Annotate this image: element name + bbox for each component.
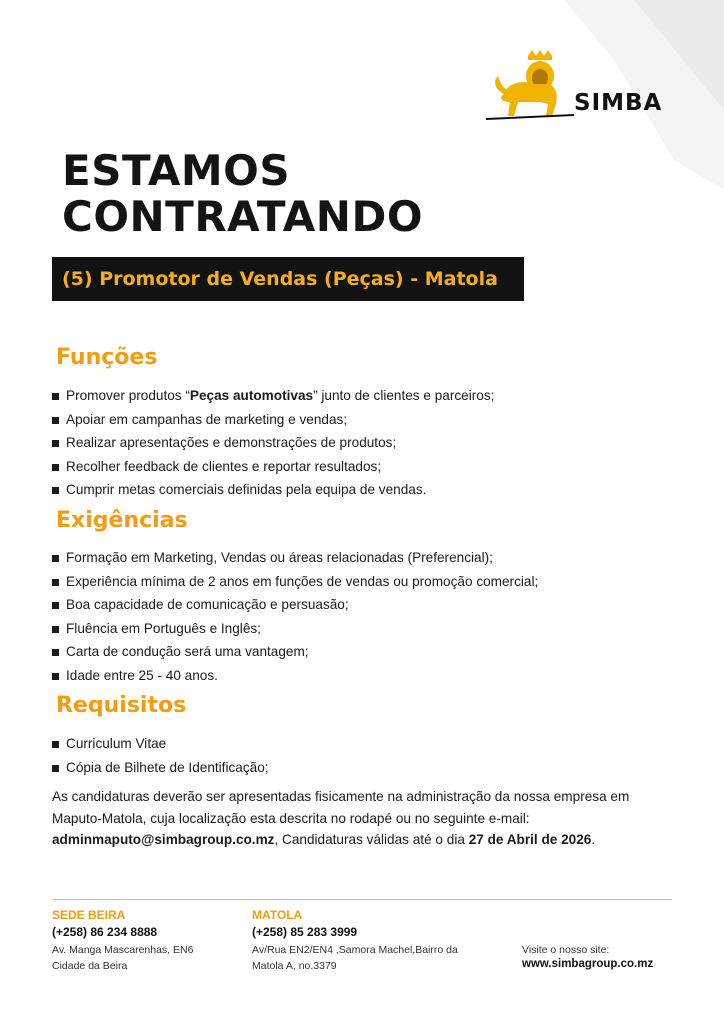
footer-beira-phone: (+258) 86 234 8888 — [52, 925, 158, 939]
application-instructions: As candidaturas deverão ser apresentadas fisicamente na administração da nossa empresa em Maputo-Matola, cuja localização esta descrita no rodapé ou no seguinte e-mail: adminmaputo@simbagroup.co.mz, Candidaturas válidas até o dia 27 de Abril de 2026. — [52, 789, 630, 847]
footer-beira-address: Av. Manga Mascarenhas, EN6 Cidade da Beira — [52, 944, 194, 972]
requisitos-heading: Requisitos — [56, 693, 187, 718]
bold-product-name: Peças automotivas — [189, 388, 314, 403]
list-item: Cumprir metas comerciais definidas pela equipa de vendas. — [52, 478, 494, 502]
footer-site-label: Visite o nosso site: — [522, 944, 610, 956]
list-item: Boa capacidade de comunicação e persuasão; — [52, 593, 538, 617]
contact-email: adminmaputo@simbagroup.co.mz — [52, 832, 275, 847]
footer-matola-phone: (+258) 85 283 3999 — [252, 925, 358, 939]
list-item: Idade entre 25 - 40 anos. — [52, 664, 538, 688]
list-item: Apoiar em campanhas de marketing e vendas; — [52, 408, 494, 432]
funcoes-list — [52, 384, 494, 502]
deadline-date: 27 de Abril de 2026 — [468, 832, 592, 847]
position-banner: (5) Promotor de Vendas (Peças) - Matola — [52, 257, 524, 301]
requisitos-list — [52, 732, 269, 779]
list-item: Realizar apresentações e demonstrações de produtos; — [52, 431, 494, 455]
list-item: Experiência mínima de 2 anos em funções de vendas ou promoção comercial; — [52, 570, 538, 594]
list-item: Curriculum Vitae — [52, 732, 269, 756]
list-item: Promover produtos “Peças automotivas” junto de clientes e parceiros; — [52, 384, 494, 408]
list-item: Cópia de Bilhete de Identificação; — [52, 756, 269, 780]
brand-name: SIMBA — [574, 90, 663, 116]
footer-site-link[interactable]: www.simbagroup.co.mz — [522, 958, 654, 970]
funcoes-heading: Funções — [56, 345, 158, 370]
exigencias-list — [52, 546, 538, 687]
footer-beira-label: SEDE BEIRA — [52, 908, 126, 922]
footer-matola-address: Av/Rua EN2/EN4 ,Samora Machel,Bairro da Matola A, no.3379 — [252, 944, 458, 972]
list-item: Recolher feedback de clientes e reportar resultados; — [52, 455, 494, 479]
list-item: Fluência em Português e Inglês; — [52, 617, 538, 641]
list-item: Formação em Marketing, Vendas ou áreas relacionadas (Preferencial); — [52, 546, 538, 570]
footer-divider — [52, 899, 672, 900]
title-line-2: CONTRATANDO — [62, 192, 424, 241]
page-title — [62, 148, 423, 240]
title-line-1: ESTAMOS — [62, 146, 291, 195]
exigencias-heading: Exigências — [56, 508, 188, 533]
list-item: Carta de condução será uma vantagem; — [52, 640, 538, 664]
footer-matola-label: MATOLA — [252, 908, 303, 922]
